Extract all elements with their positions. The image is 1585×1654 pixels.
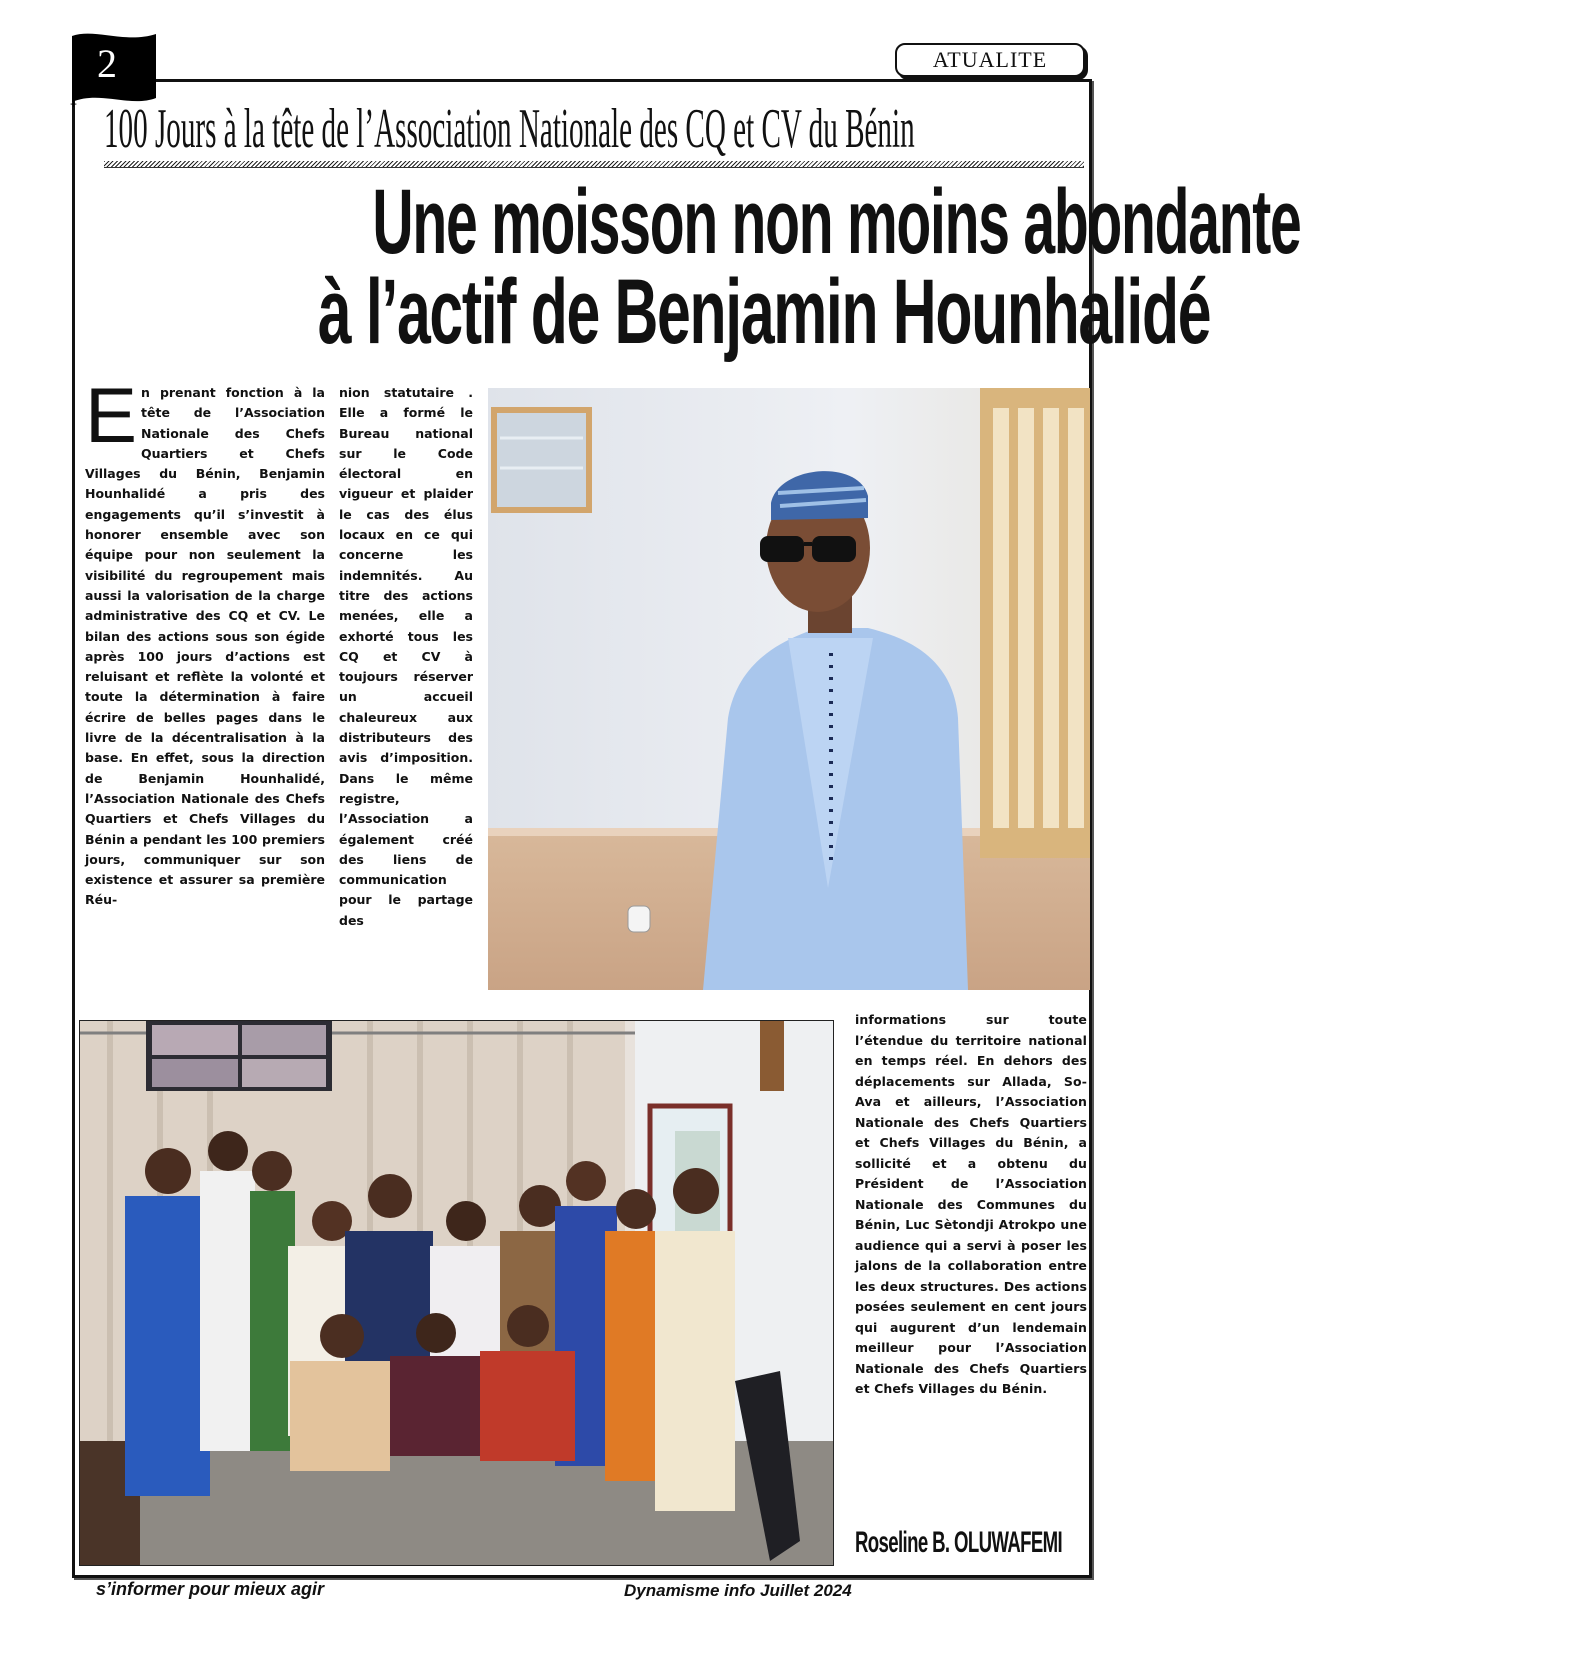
footer-slogan: s’informer pour mieux agir [96,1579,325,1599]
headline-line-1-text: Une moisson non moins abondante [372,171,1301,273]
article-column-3 [855,1010,1087,1400]
page-number: 2 [97,41,117,86]
portrait-photo [488,388,1090,990]
group-photo [79,1020,834,1566]
article-column-1 [85,371,325,911]
headline-line-2-text: à l’actif de Benjamin Hounhalidé [317,261,1211,363]
kicker [104,100,1088,158]
drop-cap: E [85,371,138,459]
section-label-box [895,43,1085,77]
headline-line-1 [88,171,1301,273]
section-label: ATUALITE [932,47,1048,72]
kicker-underline [104,161,1084,168]
footer-edition: Dynamisme info Juillet 2024 [624,1581,852,1600]
kicker-text: 100 Jours à la tête de l’Association Nationale des CQ et CV du Bénin [104,98,915,160]
column-2-text: nion statutaire . Elle a formé le Bureau national sur le Code électoral en vigueur et plaider le cas des élus locaux en ce qui concerne les indemnités. Au titre des actions menées, elle a exhorté tous les CQ et CV à toujours réserver un accueil chaleureux aux distributeurs des avis d’imposition. Dans le même registre, l’Association a également créé des liens de communication pour le partage des [339,385,473,928]
byline-text: Roseline B. OLUWAFEMI [855,1526,1063,1559]
column-1-text: n prenant fonction à la tête de l’Association Nationale des Chefs Quartiers et Chefs Villages du Bénin, Benjamin Hounhalidé a pris des engagements qu’il s’investit à honorer ensemble avec son équipe pour non seulement la visibilité du regroupement mais aussi la valorisation de la charge administrative des CQ et CV. Le bilan des actions sous son égide après 100 jours d’actions est reluisant et reflète la volonté et toute la détermination à faire écrire de belles pages dans le livre de la décentralisation à la base. En effet, sous la direction de Benjamin Hounhalidé, l’Association Nationale des Chefs Quartiers et Chefs Villages du Bénin a pendant les 100 premiers jours, communiquer sur son existence et assurer sa première Réu- [85,385,325,908]
crop-mark: + [70,97,78,111]
column-3-text: informations sur toute l’étendue du territoire national en temps réel. En dehors des déplacements sur Allada, So-Ava et ailleurs, l’Association Nationale des Chefs Quartiers et Chefs Villages du Bénin, a sollicité et a obtenu du Président de l’Association Nationale des Communes du Bénin, Luc Sètondji Atrokpo une audience qui a servi à poser les jalons de la collaboration entre les deux structures. Des actions posées seulement en cent jours qui augurent d’un lendemain meilleur pour l’Association Nationale des Chefs Quartiers et Chefs Villages du Bénin. [855,1012,1087,1396]
byline [855,1526,1087,1560]
article-column-2 [339,383,473,931]
headline-line-2 [88,261,1211,363]
